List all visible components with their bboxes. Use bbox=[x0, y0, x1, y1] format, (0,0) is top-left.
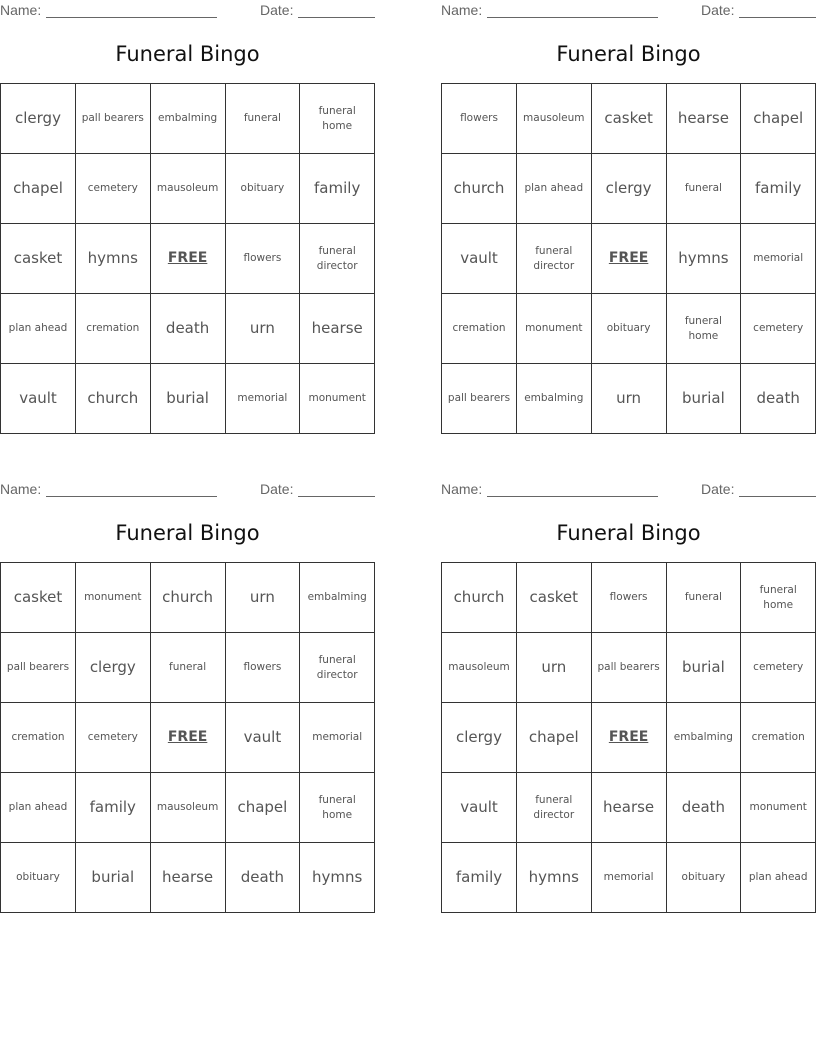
bingo-cell[interactable]: funeral director bbox=[300, 633, 375, 703]
name-field-line[interactable] bbox=[487, 496, 658, 497]
bingo-cell[interactable]: casket bbox=[1, 224, 76, 294]
date-label: Date: bbox=[701, 2, 735, 18]
bingo-cell[interactable]: hymns bbox=[76, 224, 151, 294]
date-label: Date: bbox=[260, 481, 294, 497]
bingo-cell[interactable]: flowers bbox=[225, 633, 300, 703]
bingo-cell[interactable]: church bbox=[151, 563, 226, 633]
bingo-cell[interactable]: cemetery bbox=[76, 154, 151, 224]
bingo-cell[interactable]: urn bbox=[225, 563, 300, 633]
bingo-cell[interactable]: funeral home bbox=[300, 773, 375, 843]
bingo-grid bbox=[0, 83, 375, 434]
name-field-line[interactable] bbox=[487, 17, 658, 18]
bingo-cell[interactable]: plan ahead bbox=[741, 843, 816, 913]
bingo-cell[interactable]: cemetery bbox=[76, 703, 151, 773]
name-field-line[interactable] bbox=[46, 17, 217, 18]
bingo-cell[interactable]: church bbox=[76, 364, 151, 434]
bingo-cell[interactable]: embalming bbox=[300, 563, 375, 633]
bingo-cell[interactable]: pall bearers bbox=[592, 633, 667, 703]
bingo-cell[interactable]: burial bbox=[76, 843, 151, 913]
bingo-cell[interactable]: urn bbox=[592, 364, 667, 434]
bingo-cell[interactable]: cremation bbox=[76, 294, 151, 364]
free-space-cell[interactable]: FREE bbox=[592, 224, 667, 294]
bingo-cell[interactable]: funeral home bbox=[300, 84, 375, 154]
bingo-cell[interactable]: mausoleum bbox=[151, 154, 226, 224]
bingo-cell[interactable]: clergy bbox=[442, 703, 517, 773]
bingo-cell[interactable]: funeral bbox=[151, 633, 226, 703]
bingo-cell[interactable]: burial bbox=[151, 364, 226, 434]
bingo-cell[interactable]: chapel bbox=[517, 703, 592, 773]
bingo-cell[interactable]: monument bbox=[741, 773, 816, 843]
bingo-cell[interactable]: obituary bbox=[1, 843, 76, 913]
bingo-cell[interactable]: plan ahead bbox=[1, 294, 76, 364]
bingo-cell[interactable]: funeral director bbox=[517, 224, 592, 294]
bingo-cell[interactable]: hymns bbox=[300, 843, 375, 913]
card-title: Funeral Bingo bbox=[115, 42, 260, 66]
name-label: Name: bbox=[0, 481, 42, 497]
bingo-cell[interactable]: cremation bbox=[1, 703, 76, 773]
bingo-cell[interactable]: family bbox=[76, 773, 151, 843]
bingo-cell[interactable]: memorial bbox=[225, 364, 300, 434]
bingo-cell[interactable]: funeral home bbox=[741, 563, 816, 633]
bingo-cell[interactable]: family bbox=[741, 154, 816, 224]
bingo-cell[interactable]: embalming bbox=[517, 364, 592, 434]
name-label: Name: bbox=[441, 481, 483, 497]
bingo-card bbox=[0, 479, 375, 910]
name-date-bar bbox=[441, 481, 816, 499]
bingo-cell[interactable]: memorial bbox=[741, 224, 816, 294]
bingo-cell[interactable]: death bbox=[741, 364, 816, 434]
bingo-cell[interactable]: monument bbox=[517, 294, 592, 364]
bingo-cell[interactable]: casket bbox=[592, 84, 667, 154]
bingo-cell[interactable]: hymns bbox=[517, 843, 592, 913]
bingo-cell[interactable]: death bbox=[225, 843, 300, 913]
bingo-cell[interactable]: embalming bbox=[666, 703, 741, 773]
bingo-cell[interactable]: vault bbox=[225, 703, 300, 773]
bingo-grid bbox=[0, 562, 375, 913]
card-title: Funeral Bingo bbox=[115, 521, 260, 545]
bingo-cell[interactable]: pall bearers bbox=[442, 364, 517, 434]
bingo-cell[interactable]: pall bearers bbox=[76, 84, 151, 154]
bingo-cell[interactable]: cemetery bbox=[741, 294, 816, 364]
bingo-cell[interactable]: family bbox=[442, 843, 517, 913]
bingo-cell[interactable]: urn bbox=[517, 633, 592, 703]
bingo-cell[interactable]: funeral director bbox=[300, 224, 375, 294]
date-label: Date: bbox=[260, 2, 294, 18]
date-label: Date: bbox=[701, 481, 735, 497]
bingo-cell[interactable]: hearse bbox=[592, 773, 667, 843]
bingo-cell[interactable]: flowers bbox=[592, 563, 667, 633]
bingo-cell[interactable]: clergy bbox=[76, 633, 151, 703]
bingo-cell[interactable]: chapel bbox=[741, 84, 816, 154]
bingo-cell[interactable]: funeral bbox=[666, 154, 741, 224]
bingo-cell[interactable]: pall bearers bbox=[1, 633, 76, 703]
bingo-card bbox=[441, 0, 816, 431]
bingo-cell[interactable]: clergy bbox=[592, 154, 667, 224]
bingo-cell[interactable]: hymns bbox=[666, 224, 741, 294]
bingo-cell[interactable]: memorial bbox=[300, 703, 375, 773]
bingo-cell[interactable]: church bbox=[442, 563, 517, 633]
bingo-cell[interactable]: cemetery bbox=[741, 633, 816, 703]
bingo-cell[interactable]: funeral director bbox=[517, 773, 592, 843]
bingo-cell[interactable]: obituary bbox=[666, 843, 741, 913]
bingo-cell[interactable]: memorial bbox=[592, 843, 667, 913]
bingo-cell[interactable]: chapel bbox=[225, 773, 300, 843]
card-title: Funeral Bingo bbox=[556, 521, 701, 545]
bingo-cell[interactable]: casket bbox=[517, 563, 592, 633]
bingo-cell[interactable]: death bbox=[151, 294, 226, 364]
name-label: Name: bbox=[0, 2, 42, 18]
date-field-line[interactable] bbox=[298, 496, 375, 497]
bingo-cell[interactable]: cremation bbox=[741, 703, 816, 773]
bingo-grid bbox=[441, 83, 816, 434]
bingo-cell[interactable]: mausoleum bbox=[517, 84, 592, 154]
name-field-line[interactable] bbox=[46, 496, 217, 497]
bingo-cell[interactable]: hearse bbox=[300, 294, 375, 364]
bingo-cell[interactable]: flowers bbox=[442, 84, 517, 154]
bingo-cell[interactable]: funeral bbox=[666, 563, 741, 633]
bingo-cell[interactable]: hearse bbox=[666, 84, 741, 154]
bingo-cell[interactable]: vault bbox=[1, 364, 76, 434]
free-space-cell[interactable]: FREE bbox=[592, 703, 667, 773]
bingo-cell[interactable]: obituary bbox=[592, 294, 667, 364]
bingo-cell[interactable]: funeral bbox=[225, 84, 300, 154]
bingo-card bbox=[0, 0, 375, 431]
bingo-cell[interactable]: family bbox=[300, 154, 375, 224]
bingo-cell[interactable]: vault bbox=[442, 224, 517, 294]
date-field-line[interactable] bbox=[739, 17, 816, 18]
bingo-cell[interactable]: chapel bbox=[1, 154, 76, 224]
bingo-card bbox=[441, 479, 816, 910]
bingo-cell[interactable]: burial bbox=[666, 364, 741, 434]
bingo-cell[interactable]: funeral home bbox=[666, 294, 741, 364]
bingo-cell[interactable]: plan ahead bbox=[517, 154, 592, 224]
bingo-cell[interactable]: vault bbox=[442, 773, 517, 843]
bingo-cell[interactable]: burial bbox=[666, 633, 741, 703]
name-date-bar bbox=[441, 2, 816, 20]
bingo-cell[interactable]: mausoleum bbox=[151, 773, 226, 843]
free-space-cell[interactable]: FREE bbox=[151, 703, 226, 773]
bingo-cell[interactable]: cremation bbox=[442, 294, 517, 364]
name-label: Name: bbox=[441, 2, 483, 18]
name-date-bar bbox=[0, 2, 375, 20]
bingo-cell[interactable]: clergy bbox=[1, 84, 76, 154]
bingo-cell[interactable]: casket bbox=[1, 563, 76, 633]
bingo-cell[interactable]: embalming bbox=[151, 84, 226, 154]
bingo-grid bbox=[441, 562, 816, 913]
bingo-cell[interactable]: urn bbox=[225, 294, 300, 364]
date-field-line[interactable] bbox=[298, 17, 375, 18]
card-title: Funeral Bingo bbox=[556, 42, 701, 66]
bingo-cell[interactable]: mausoleum bbox=[442, 633, 517, 703]
date-field-line[interactable] bbox=[739, 496, 816, 497]
name-date-bar bbox=[0, 481, 375, 499]
free-space-cell[interactable]: FREE bbox=[151, 224, 226, 294]
bingo-cell[interactable]: monument bbox=[300, 364, 375, 434]
bingo-cell[interactable]: monument bbox=[76, 563, 151, 633]
bingo-cell[interactable]: flowers bbox=[225, 224, 300, 294]
bingo-cell[interactable]: death bbox=[666, 773, 741, 843]
bingo-cell[interactable]: plan ahead bbox=[1, 773, 76, 843]
bingo-cell[interactable]: obituary bbox=[225, 154, 300, 224]
bingo-cell[interactable]: hearse bbox=[151, 843, 226, 913]
bingo-cell[interactable]: church bbox=[442, 154, 517, 224]
